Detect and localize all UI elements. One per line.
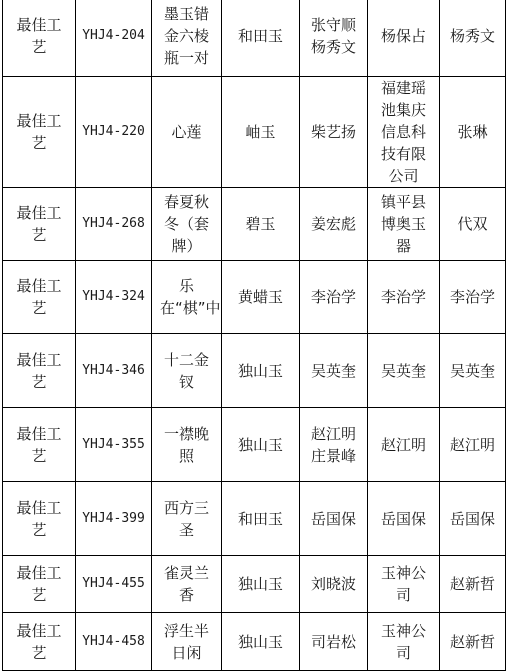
table-row [3,482,506,556]
material-cell: 和田玉 [222,482,300,556]
unit-cell: 岳国保 [368,482,440,556]
material-cell: 碧玉 [222,188,300,261]
award-cell: 最佳工艺 [3,334,76,408]
maker-cell: 赵新哲 [440,613,506,671]
award-cell: 最佳工艺 [3,482,76,556]
maker-cell: 吴英奎 [440,334,506,408]
table-row [3,613,506,671]
title-cell: 雀灵兰香 [152,556,222,613]
maker-cell: 代双 [440,188,506,261]
table-row [3,408,506,482]
code-cell: YHJ4-204 [76,0,152,77]
unit-cell: 玉神公司 [368,556,440,613]
table-row [3,261,506,334]
designer-cell: 吴英奎 [300,334,368,408]
material-cell: 岫玉 [222,77,300,188]
material-cell: 独山玉 [222,613,300,671]
maker-cell: 赵江明 [440,408,506,482]
table-row [3,334,506,408]
material-cell: 独山玉 [222,408,300,482]
code-cell: YHJ4-458 [76,613,152,671]
award-cell: 最佳工艺 [3,261,76,334]
award-cell: 最佳工艺 [3,408,76,482]
title-cell: 墨玉错金六棱瓶一对 [152,0,222,77]
maker-cell: 杨秀文 [440,0,506,77]
designer-cell: 刘晓波 [300,556,368,613]
award-cell: 最佳工艺 [3,0,76,77]
maker-cell: 李治学 [440,261,506,334]
title-cell: 一襟晚照 [152,408,222,482]
unit-cell: 福建瑶池集庆信息科技有限公司 [368,77,440,188]
award-cell: 最佳工艺 [3,556,76,613]
material-cell: 独山玉 [222,334,300,408]
code-cell: YHJ4-455 [76,556,152,613]
award-cell: 最佳工艺 [3,77,76,188]
unit-cell: 镇平县博奥玉器 [368,188,440,261]
awards-table [2,0,506,671]
maker-cell: 岳国保 [440,482,506,556]
designer-cell: 李治学 [300,261,368,334]
designer-cell: 赵江明 庄景峰 [300,408,368,482]
designer-cell: 姜宏彪 [300,188,368,261]
unit-cell: 吴英奎 [368,334,440,408]
title-cell: 心莲 [152,77,222,188]
designer-cell: 柴艺扬 [300,77,368,188]
title-cell: 十二金钗 [152,334,222,408]
material-cell: 和田玉 [222,0,300,77]
table-row [3,77,506,188]
table-row [3,0,506,77]
designer-cell: 岳国保 [300,482,368,556]
material-cell: 独山玉 [222,556,300,613]
title-cell: 浮生半日闲 [152,613,222,671]
code-cell: YHJ4-324 [76,261,152,334]
material-cell: 黄蜡玉 [222,261,300,334]
award-cell: 最佳工艺 [3,188,76,261]
unit-cell: 赵江明 [368,408,440,482]
code-cell: YHJ4-220 [76,77,152,188]
unit-cell: 玉神公司 [368,613,440,671]
unit-cell: 李治学 [368,261,440,334]
title-cell: 西方三圣 [152,482,222,556]
maker-cell: 赵新哲 [440,556,506,613]
title-cell: 春夏秋冬（套牌） [152,188,222,261]
code-cell: YHJ4-346 [76,334,152,408]
table-row [3,188,506,261]
code-cell: YHJ4-355 [76,408,152,482]
title-cell: 乐在“棋”中 [152,261,222,334]
award-cell: 最佳工艺 [3,613,76,671]
designer-cell: 张守顺 杨秀文 [300,0,368,77]
unit-cell: 杨保占 [368,0,440,77]
table-row [3,556,506,613]
maker-cell: 张琳 [440,77,506,188]
code-cell: YHJ4-399 [76,482,152,556]
designer-cell: 司岩松 [300,613,368,671]
code-cell: YHJ4-268 [76,188,152,261]
